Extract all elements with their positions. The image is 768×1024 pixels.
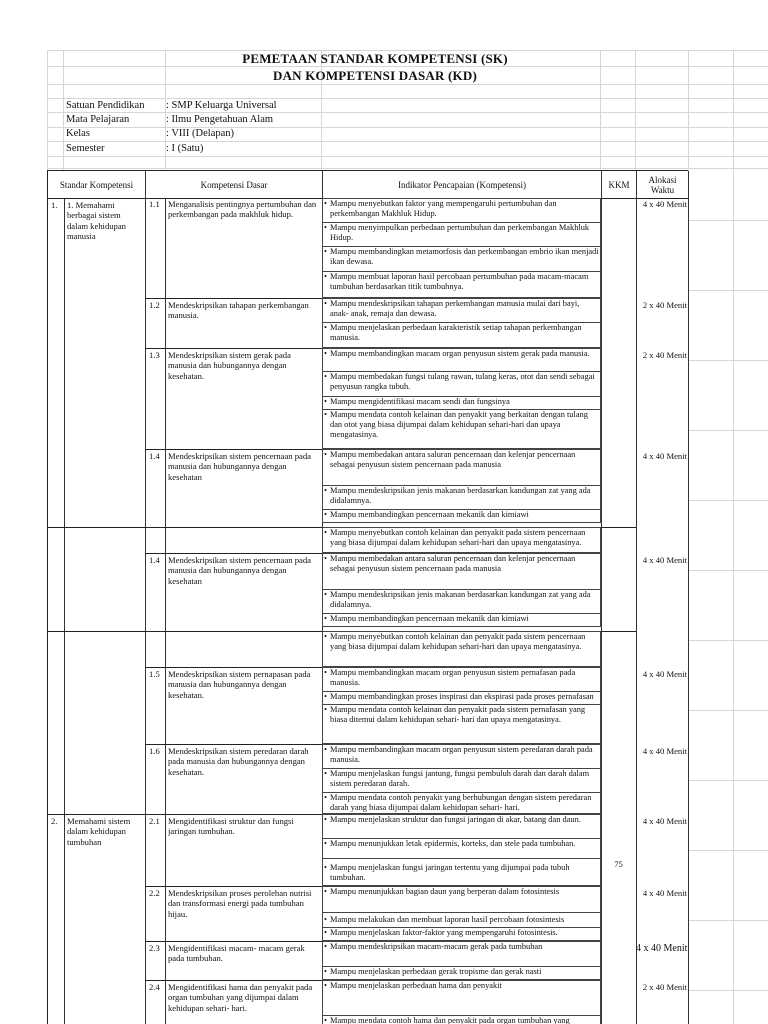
info-label: Semester: [66, 143, 105, 154]
kd-text: Mengidentifikasi struktur dan fungsi jaringan tumbuhan.: [168, 816, 294, 837]
column-divider: [64, 198, 65, 1024]
header-kkm: KKM: [608, 179, 630, 190]
kd-number: 2.1: [149, 816, 160, 826]
indikator-item: • Mampu menjelaskan fungsi jantung, fungsi pembuluh darah dan darah dalam sistem peredaran darah.: [322, 768, 601, 793]
row-rule: [601, 527, 636, 528]
page-title: PEMETAAN STANDAR KOMPETENSI (SK): [242, 51, 508, 66]
indikator-item: • Mampu menjelaskan perbedaan gerak tropisme dan gerak nasti: [322, 966, 601, 980]
alokasi-value: 4 x 40 Menit: [636, 943, 688, 954]
indikator-item: • Mampu mendata contoh hama dan penyakit pada organ tumbuhan yang: [322, 1015, 601, 1024]
row-rule: [601, 631, 636, 632]
indikator-item: • Mampu menjelaskan perbedaan karakteristik setiap tahapan perkembangan manusia.: [322, 322, 601, 348]
kd-number: 1.5: [149, 669, 160, 679]
row-rule: [145, 449, 322, 450]
kd-number: 1.4: [149, 451, 160, 461]
indikator-item: • Mampu menjelaskan fungsi jaringan tertentu yang dijumpai pada tubuh tumbuhan.: [322, 858, 601, 886]
alokasi-value: 4 x 40 Menit: [642, 669, 687, 679]
header-kd: Kompetensi Dasar: [200, 179, 268, 190]
gridline: [688, 570, 768, 571]
alokasi-value: 4 x 40 Menit: [642, 451, 687, 461]
kd-text: Menganalisis pentingnya pertumbuhan dan perkembangan pada makhluk hidup.: [168, 199, 317, 220]
indikator-item: • Mampu membandingkan macam organ penyusun sistem gerak pada manusia.: [322, 348, 601, 372]
indikator-item: • Mampu menyebutkan contoh kelainan dan penyakit pada sistem pencernaan yang biasa dijumpai dalam kehidupan sehari-hari dan upaya mengatasinya.: [322, 631, 601, 667]
kd-text: Mendeskripsikan tahapan perkembangan manusia.: [168, 300, 309, 321]
header-sk: Standar Kompetensi: [59, 179, 134, 190]
indikator-item: • Mampu menunjukkan bagian daun yang berperan dalam fotosintesis: [322, 886, 601, 913]
kd-text: Mendeskripsikan sistem pencernaan pada manusia dan hubungannya dengan kesehatan: [168, 555, 311, 586]
column-divider: [165, 198, 166, 1024]
indikator-item: • Mampu menyebutkan faktor yang mempengaruhi pertumbuhan dan perkembangan Makhluk Hidup.: [322, 198, 601, 223]
info-label: Kelas: [66, 128, 90, 139]
info-value: : VIII (Delapan): [166, 128, 235, 139]
gridline: [688, 500, 768, 501]
gridline: [688, 290, 768, 291]
page-subtitle: DAN KOMPETENSI DASAR (KD): [273, 68, 477, 83]
kd-number: 1.6: [149, 746, 160, 756]
alokasi-value: 2 x 40 Menit: [642, 982, 687, 992]
gridline: [688, 850, 768, 851]
gridline: [688, 640, 768, 641]
info-value: : Ilmu Pengetahuan Alam: [166, 114, 274, 125]
header-alokasi: Alokasi Waktu: [648, 174, 677, 195]
kd-text: Mengidentifikasi macam- macam gerak pada tumbuhan.: [168, 943, 305, 964]
info-label: Satuan Pendidikan: [66, 100, 145, 111]
alokasi-value: 4 x 40 Menit: [642, 199, 687, 209]
indikator-item: • Mampu melakukan dan membuat laporan hasil percobaan fotosintesis: [322, 912, 601, 928]
indikator-item: • Mampu membandingkan pencernaan mekanik dan kimiawi: [322, 613, 601, 627]
alokasi-value: 4 x 40 Menit: [642, 888, 687, 898]
gridline: [688, 780, 768, 781]
kd-text: Mendeskripsikan sistem gerak pada manusia dan hubungannya dengan kesehatan.: [168, 350, 291, 381]
indikator-item: • Mampu menyimpulkan perbedaan pertumbuhan dan perkembangan Makhluk Hidup.: [322, 222, 601, 247]
indikator-item: • Mampu membandingkan macam organ penyusun sistem peredaran darah pada manusia.: [322, 744, 601, 769]
kd-text: Mendeskripsikan sistem pencernaan pada manusia dan hubungannya dengan kesehatan: [168, 451, 311, 482]
indikator-item: • Mampu mendeskripsikan macam-macam gerak pada tumbuhan: [322, 941, 601, 967]
gridline: [47, 156, 768, 157]
gridline: [733, 50, 734, 1024]
indikator-item: • Mampu mendeskripsikan jenis makanan berdasarkan kandungan zat yang ada didalamnya.: [322, 485, 601, 510]
kd-number: 2.3: [149, 943, 160, 953]
alokasi-value: 2 x 40 Menit: [642, 300, 687, 310]
info-label: Mata Pelajaran: [66, 114, 130, 125]
indikator-item: • Mampu menunjukkan letak epidermis, korteks, dan stele pada tumbuhan.: [322, 838, 601, 859]
indikator-item: • Mampu membandingkan proses inspirasi dan ekspirasi pada proses pernafasan: [322, 691, 601, 705]
indikator-item: • Mampu menjelaskan perbedaan hama dan penyakit: [322, 980, 601, 1016]
competency-table: [47, 170, 688, 1024]
sk-text: Memahami sistem dalam kehidupan tumbuhan: [67, 816, 131, 847]
indikator-item: • Mampu membedakan fungsi tulang rawan, tulang keras, otot dan sendi sebagai penyusun rangka tubuh.: [322, 371, 601, 397]
sk-number: 2.: [51, 816, 58, 826]
gridline: [47, 98, 768, 99]
kd-number: 1.3: [149, 350, 160, 360]
column-divider: [601, 171, 602, 1024]
row-rule: [145, 667, 322, 668]
indikator-item: • Mampu membandingkan metamorfosis dan perkembangan embrio ikan menjadi ikan dewasa.: [322, 246, 601, 272]
kd-number: 1.4: [149, 555, 160, 565]
indikator-item: • Mampu mendata contoh kelainan dan penyakit pada sistem pernafasan yang biasa ditemui dalam kehidupan sehari- hari dan upaya mengatasinya.: [322, 704, 601, 744]
indikator-item: • Mampu menjelaskan faktor-faktor yang mempengaruhi fotosintesis.: [322, 927, 601, 941]
info-value: : I (Satu): [166, 143, 204, 154]
row-rule: [145, 941, 322, 942]
row-rule: [48, 527, 322, 528]
kd-number: 2.2: [149, 888, 160, 898]
alokasi-value: 4 x 40 Menit: [642, 746, 687, 756]
row-rule: [145, 298, 322, 299]
gridline: [47, 127, 768, 128]
alokasi-value: 4 x 40 Menit: [642, 555, 687, 565]
gridline: [688, 990, 768, 991]
indikator-item: • Mampu menyebutkan contoh kelainan dan penyakit pada sistem pencernaan yang biasa dijumpai dalam kehidupan sehari-hari dan upaya mengatasinya.: [322, 527, 601, 553]
alokasi-value: 4 x 40 Menit: [642, 816, 687, 826]
kd-number: 1.1: [149, 199, 160, 209]
kd-text: Mendeskripsikan proses perolehan nutrisi dan transformasi energi pada tumbuhan hijau.: [168, 888, 312, 919]
indikator-item: • Mampu mendata contoh penyakit yang berhubungan dengan sistem peredaran darah yang biasa dijumpai dalam kehidupan sehari- hari.: [322, 792, 601, 814]
row-rule: [48, 814, 322, 815]
row-rule: [145, 553, 322, 554]
gridline: [688, 220, 768, 221]
indikator-item: • Mampu membedakan antara saluran pencernaan dan kelenjar pencernaan sebagai penyusun sistem pencernaan pada manusia: [322, 449, 601, 486]
row-rule: [48, 631, 322, 632]
kd-text: Mendeskripsikan sistem peredaran darah pada manusia dan hubungannya dengan kesehatan.: [168, 746, 309, 777]
indikator-item: • Mampu membuat laporan hasil percobaan pertumbuhan pada macam-macam tumbuhan berdasarkan titik tumbuhnya.: [322, 271, 601, 298]
indikator-item: • Mampu menjelaskan struktur dan fungsi jaringan di akar, batang dan daun.: [322, 814, 601, 839]
gridline: [47, 50, 48, 170]
sk-number: 1.: [51, 200, 58, 210]
gridline: [47, 112, 768, 113]
header-indikator: Indikator Pencapaian (Kompetensi): [398, 179, 526, 190]
gridline: [47, 84, 768, 85]
gridline: [688, 710, 768, 711]
kd-number: 1.2: [149, 300, 160, 310]
gridline: [688, 920, 768, 921]
kd-number: 2.4: [149, 982, 160, 992]
alokasi-value: 2 x 40 Menit: [642, 350, 687, 360]
sk-text: 1. Memahami berbagai sistem dalam kehidupan manusia: [67, 200, 126, 242]
row-rule: [145, 980, 322, 981]
indikator-item: • Mampu membandingkan pencernaan mekanik dan kimiawi: [322, 509, 601, 523]
kkm-value: 75: [614, 859, 623, 869]
gridline: [47, 141, 768, 142]
indikator-item: • Mampu mendeskripsikan tahapan perkembangan manusia mulai dari bayi, anak- anak, remaja dan dewasa.: [322, 298, 601, 323]
indikator-item: • Mampu membandingkan macam organ penyusun sistem pernafasan pada manusia.: [322, 667, 601, 692]
indikator-item: • Mampu membedakan antara saluran pencernaan dan kelenjar pencernaan sebagai penyusun sistem pencernaan pada manusia: [322, 553, 601, 590]
row-rule: [145, 348, 322, 349]
gridline: [688, 360, 768, 361]
kd-text: Mengidentifikasi hama dan penyakit pada organ tumbuhan yang dijumpai dalam kehidupan sehari- hari.: [168, 982, 313, 1013]
kd-text: Mendeskripsikan sistem pernapasan pada manusia dan hubungannya dengan kesehatan.: [168, 669, 311, 700]
indikator-item: • Mampu mendeskripsikan jenis makanan berdasarkan kandungan zat yang ada didalamnya.: [322, 589, 601, 614]
gridline: [688, 430, 768, 431]
gridline: [47, 168, 768, 169]
indikator-item: • Mampu mengidentifikasi macam sendi dan fungsinya: [322, 396, 601, 410]
info-value: : SMP Keluarga Universal: [166, 100, 277, 111]
row-rule: [145, 886, 322, 887]
row-rule: [145, 744, 322, 745]
indikator-item: • Mampu mendata contoh kelainan dan penyakit yang berkaitan dengan tulang dan otot yang biasa dijumpai dalam kehidupan sehari-hari dan upaya mengatasinya.: [322, 409, 601, 449]
